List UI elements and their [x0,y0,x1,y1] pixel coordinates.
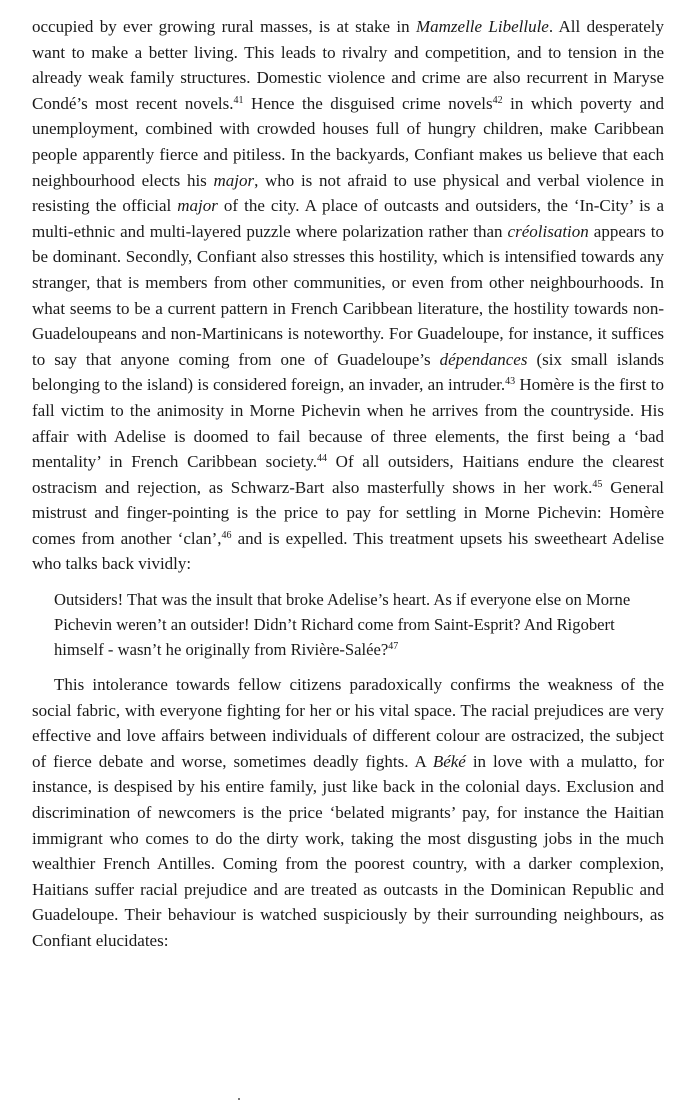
text-run: in love with a mulatto, for instance, is despised by his entire family, just like back in the colonial days. Exclusion and discrimination of newcomers is the price ‘belated migrants’ pay, for instance the Haitian immigrant who comes to do the dirty work, taking the most disgusting jobs in the much wealthier French Antilles. Coming from the poorest country, with a darker complexion, Haitians suffer racial prejudice and are treated as outcasts in the Dominican Republic and Guadeloupe. Their behaviour is watched suspiciously by their surrounding neighbours, as Confiant elucidates: [32,751,664,950]
text-run: General mistrust and finger-pointing is the price to pay for settling in Morne Pichevin: Homère comes from another ‘clan’, [32,477,664,548]
paragraph-1 [32,14,664,577]
italic-text: major [213,170,255,190]
text-run: occupied by ever growing rural masses, is at stake in [32,17,416,36]
footnote-ref: 43 [505,376,516,388]
footnote-ref: 44 [316,453,327,465]
scan-speck [238,1098,240,1100]
italic-text: dépendances [439,349,528,369]
italic-text: Béké [432,751,466,771]
italic-text: Mamzelle Libellule [415,17,549,36]
footnote-ref: 46 [221,529,232,541]
text-run: (six small islands belonging to the island) is considered foreign, an invader, an intruder. [32,349,664,395]
italic-text: créolisation [507,221,589,241]
text-run: Hence the disguised crime novels [243,93,493,113]
text-run: appears to be dominant. Secondly, Confiant also stresses this hostility, which is intensified towards any stranger, that is members from other communities, or even from other neighbourhoods. In what seems to be a current pattern in French Caribbean literature, the hostility towards non-Guadeloupeans and non-Martinicans is noteworthy. For Guadeloupe, for instance, it suffices to say that anyone coming from one of Guadeloupe’s [32,221,664,369]
text-run: This intolerance towards fellow citizens paradoxically confirms the weakness of the social fabric, with everyone fighting for her or his vital space. The racial prejudices are very effective and love affairs between individuals of different colour are ostracized, the subject of fierce debate and worse, sometimes deadly fights. A [32,675,664,771]
italic-text: major [177,196,218,216]
text-run: and is expelled. This treatment upsets his sweetheart Adelise who talks back vividly: [32,528,664,574]
text-run: of the city. A place of outcasts and outsiders, the ‘In-City’ is a multi-ethnic and multi-layered puzzle where polarization rather than [32,196,665,241]
text-run: Of all outsiders, Haitians endure the clearest ostracism and rejection, as Schwarz-Bart also masterfully shows in her work. [32,452,664,497]
text-run: . All desperately want to make a better living. This leads to rivalry and competition, and to tension in the already weak family structures. Domestic violence and crime are also recurrent in Maryse Condé’s most recent novels. [32,17,664,113]
text-run: in which poverty and unemployment, combined with crowded houses full of hungry children, make Caribbean people apparently fierce and pitiless. In the backyards, Confiant makes us believe that each neighbourhood elects his [32,93,664,190]
block-quote [54,587,650,662]
text-run: Homère is the first to fall victim to the animosity in Morne Pichevin when he arrives from the countryside. His affair with Adelise is doomed to fail because of three elements, the first being a ‘bad mentality’ in French Caribbean society. [32,375,664,472]
footnote-ref: 45 [592,478,603,490]
footnote-ref: 47 [388,641,399,653]
text-run: , who is not afraid to use physical and verbal violence in resisting the official [32,170,664,216]
footnote-ref: 42 [492,94,503,106]
text-run: Outsiders! That was the insult that broke Adelise’s heart. As if everyone else on Morne Pichevin weren’t an outsider! Didn’t Richard come from Saint-Esprit? And Rigobert himself - wasn’t he originally from Rivière-Salée? [54,590,631,660]
paragraph-2 [32,672,664,954]
footnote-ref: 41 [233,94,244,106]
